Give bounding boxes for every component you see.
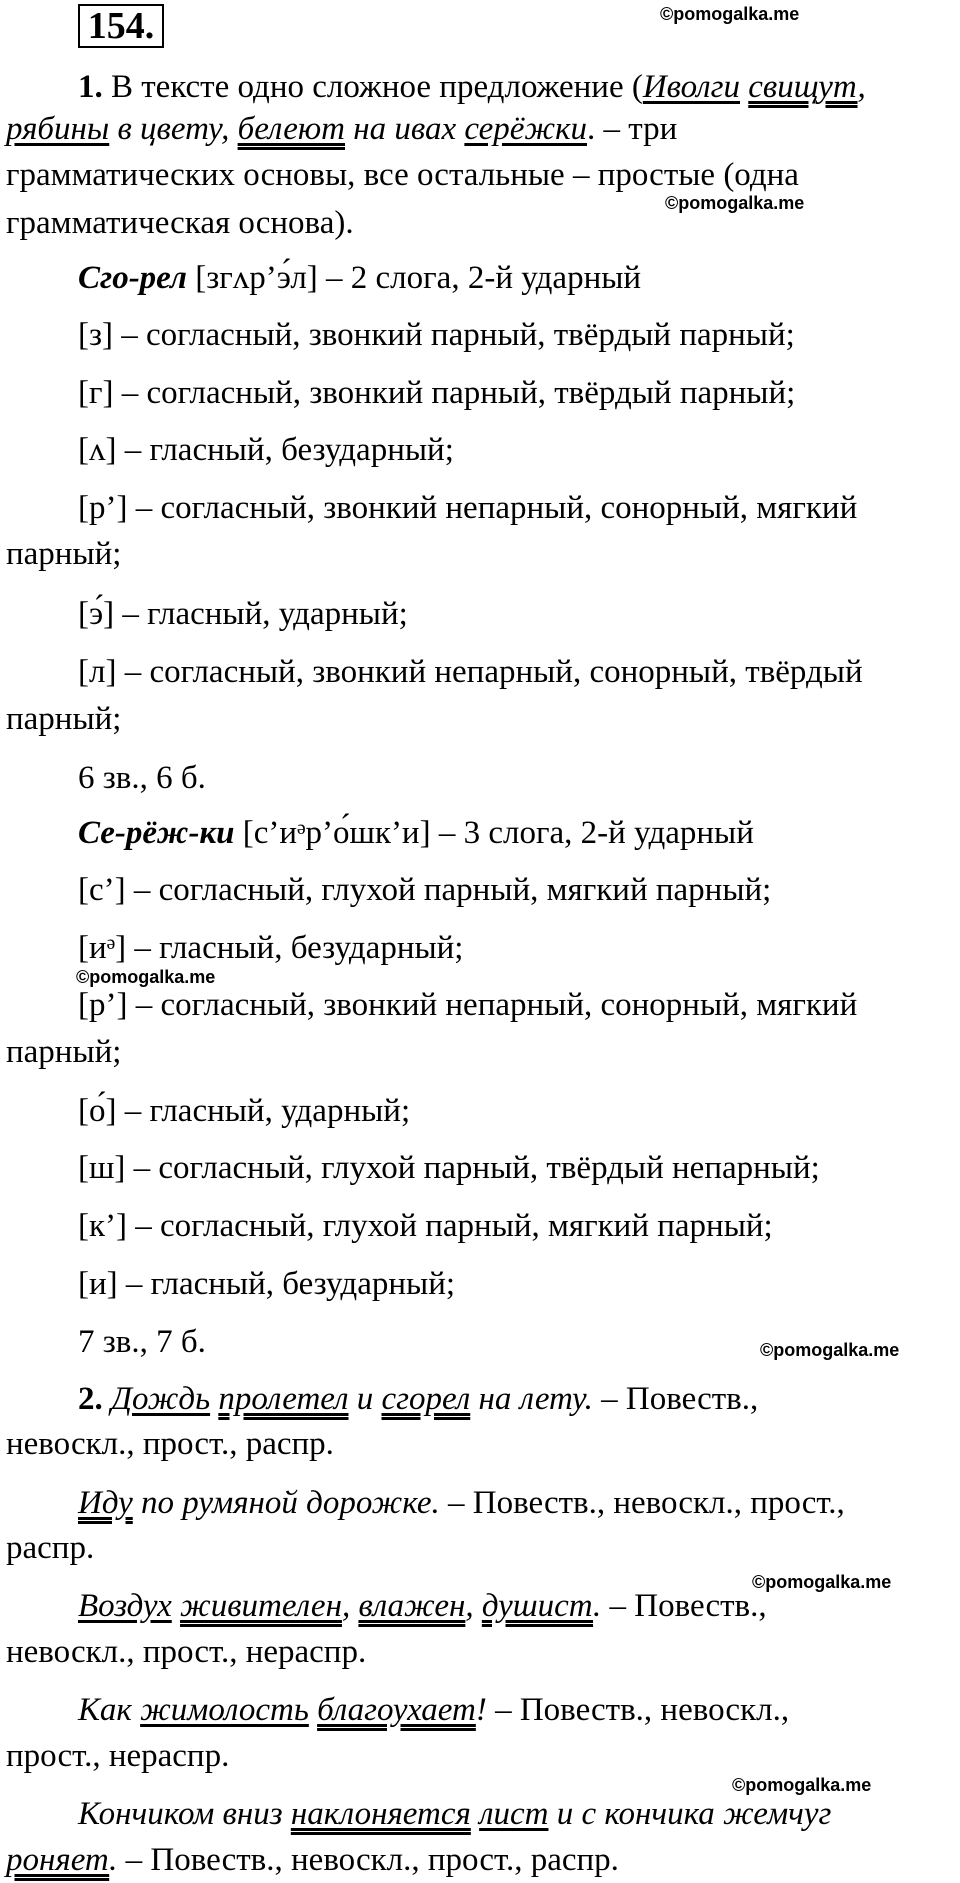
text: Как	[78, 1692, 141, 1728]
sentence-e	[78, 1792, 956, 1836]
subject-word: серёжки	[464, 111, 588, 147]
exercise-number-text: 154	[87, 5, 145, 47]
sound-line: [э́] – гласный, ударный;	[78, 596, 408, 632]
text: по румяной дорожке.	[132, 1485, 440, 1521]
predicate-word: живителен	[180, 1588, 342, 1624]
text: .	[593, 1588, 602, 1624]
sound-line: [г] – согласный, звонкий парный, твёрдый парный;	[78, 375, 796, 411]
subject-word: рябины	[6, 111, 110, 147]
subject-word: Иволги	[642, 69, 741, 105]
text: !	[475, 1692, 487, 1728]
sentence-b	[78, 1481, 956, 1525]
sound-line: [л] – согласный, звонкий непарный, сонорный, твёрдый	[78, 654, 863, 690]
text: ,	[341, 1588, 351, 1624]
text	[103, 1381, 111, 1417]
predicate-word: Иду	[78, 1485, 133, 1521]
predicate-word: влажен	[358, 1588, 466, 1624]
text: на ивах	[345, 111, 465, 147]
task2-line2: невоскл., прост., распр.	[6, 1426, 334, 1462]
task1-number: 1.	[78, 69, 103, 105]
text: – Повеств., невоскл., прост., распр.	[117, 1842, 619, 1878]
predicate-word: пролетел	[218, 1381, 349, 1417]
predicate-word: душист	[481, 1588, 594, 1624]
text: Кончиком вниз	[78, 1796, 291, 1832]
subject-word: лист	[479, 1796, 549, 1832]
sound-line: [з] – согласный, звонкий парный, твёрдый парный;	[78, 317, 795, 353]
sound-line: [о́] – гласный, ударный;	[78, 1093, 411, 1129]
text: В тексте одно сложное предложение (	[102, 69, 643, 105]
predicate-word: благоухает	[317, 1692, 476, 1728]
sound-line: [с’] – согласный, глухой парный, мягкий парный;	[78, 872, 772, 908]
subject-word: жимолость	[140, 1692, 309, 1728]
watermark: ©pomogalka.me	[732, 1775, 872, 1795]
sentence-c	[78, 1584, 956, 1628]
sound-line: [р’] – согласный, звонкий непарный, сонорный, мягкий	[78, 490, 858, 526]
word2-transcription: [с’иᵊр’о́шк’и] – 3 слога, 2-й ударный	[234, 815, 754, 851]
word1-transcription: [згʌр’э́л] – 2 слога, 2-й ударный	[186, 260, 642, 296]
exercise-number-dot: .	[144, 5, 155, 47]
sentence-e-cont	[6, 1838, 956, 1882]
sound-line: [и] – гласный, безударный;	[78, 1266, 456, 1302]
text: – Повеств., невоскл., прост.,	[439, 1485, 845, 1521]
sound-line: [к’] – согласный, глухой парный, мягкий парный;	[78, 1208, 773, 1244]
sound-line-cont: парный;	[6, 536, 122, 572]
watermark: ©pomogalka.me	[76, 967, 216, 987]
predicate-word: белеют	[237, 111, 345, 147]
text: на лету.	[470, 1381, 593, 1417]
text: ,	[857, 69, 866, 105]
sound-line: [р’] – согласный, звонкий непарный, сонорный, мягкий	[78, 987, 858, 1023]
task2-line1	[78, 1377, 956, 1421]
text: – Повеств., невоскл.,	[486, 1692, 790, 1728]
predicate-word: свищут	[748, 69, 858, 105]
watermark: ©pomogalka.me	[665, 193, 805, 213]
task1-line4: грамматическая основа).	[6, 205, 354, 241]
word2-heading	[78, 811, 956, 855]
text: в цвету,	[109, 111, 238, 147]
subject-word: Воздух	[78, 1588, 172, 1624]
watermark: ©pomogalka.me	[752, 1572, 892, 1592]
text: ,	[465, 1588, 474, 1624]
sentence-c-cont: невоскл., прост., нераспр.	[6, 1634, 367, 1670]
sound-total: 7 зв., 7 б.	[78, 1324, 206, 1360]
task1-line2	[6, 107, 956, 151]
text: .	[109, 1842, 118, 1878]
sound-line: [ʌ] – гласный, безударный;	[78, 432, 454, 468]
task1-line1	[78, 65, 956, 109]
sound-line: [ш] – согласный, глухой парный, твёрдый непарный;	[78, 1150, 820, 1186]
watermark: ©pomogalka.me	[660, 4, 800, 24]
sound-line-cont: парный;	[6, 1034, 122, 1070]
text: – Повеств.,	[601, 1588, 767, 1624]
word1-syllables: Сго-рел	[78, 260, 187, 296]
predicate-word: наклоняется	[290, 1796, 471, 1832]
text: – Повеств.,	[592, 1381, 759, 1417]
word2-syllables: Се-рёж-ки	[78, 815, 235, 851]
sentence-d	[78, 1688, 956, 1732]
task2-number: 2.	[78, 1381, 103, 1417]
task1-line3: грамматических основы, все остальные – простые (одна	[6, 157, 799, 193]
word1-heading	[78, 256, 956, 300]
sentence-b-cont: распр.	[6, 1530, 95, 1566]
watermark: ©pomogalka.me	[760, 1340, 900, 1360]
predicate-word: роняет	[6, 1842, 110, 1878]
sound-line-cont: парный;	[6, 701, 122, 737]
sentence-d-cont: прост., нераспр.	[6, 1738, 230, 1774]
exercise-number	[78, 4, 164, 48]
sound-total: 6 зв., 6 б.	[78, 760, 206, 796]
predicate-word: сгорел	[381, 1381, 471, 1417]
subject-word: Дождь	[111, 1381, 211, 1417]
text: . – три	[587, 111, 678, 147]
text: и	[348, 1381, 382, 1417]
sound-line: [иᵊ] – гласный, безударный;	[78, 930, 464, 966]
text: и с кончика жемчуг	[548, 1796, 832, 1832]
